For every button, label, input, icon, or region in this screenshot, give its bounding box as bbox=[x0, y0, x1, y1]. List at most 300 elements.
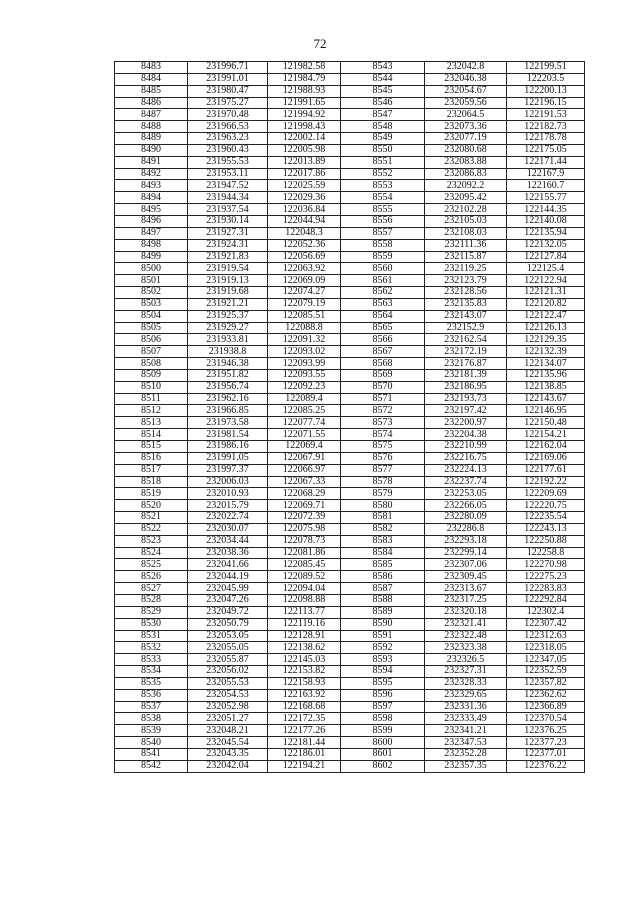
x-coordinate-left: 231933.81 bbox=[188, 334, 268, 346]
x-coordinate-left: 232038.36 bbox=[188, 547, 268, 559]
x-coordinate-right: 232042.8 bbox=[425, 62, 507, 74]
y-coordinate-left: 122089.4 bbox=[268, 393, 341, 405]
x-coordinate-left: 231921.83 bbox=[188, 251, 268, 263]
x-coordinate-right: 232046.38 bbox=[425, 73, 507, 85]
point-number-left: 8534 bbox=[115, 666, 188, 678]
y-coordinate-right: 122377.01 bbox=[507, 748, 585, 760]
y-coordinate-right: 122292.84 bbox=[507, 594, 585, 606]
point-number-left: 8519 bbox=[115, 488, 188, 500]
y-coordinate-left: 122094.04 bbox=[268, 583, 341, 595]
x-coordinate-right: 232077.19 bbox=[425, 133, 507, 145]
y-coordinate-right: 122199.51 bbox=[507, 62, 585, 74]
x-coordinate-right: 232092.2 bbox=[425, 180, 507, 192]
x-coordinate-left: 231962.16 bbox=[188, 393, 268, 405]
x-coordinate-left: 231981.54 bbox=[188, 429, 268, 441]
table-row bbox=[115, 429, 585, 441]
x-coordinate-right: 232086.83 bbox=[425, 168, 507, 180]
y-coordinate-left: 122044.94 bbox=[268, 215, 341, 227]
point-number-left: 8521 bbox=[115, 512, 188, 524]
y-coordinate-right: 122283.83 bbox=[507, 583, 585, 595]
y-coordinate-left: 122067.33 bbox=[268, 476, 341, 488]
table-row bbox=[115, 583, 585, 595]
point-number-right: 8573 bbox=[341, 417, 425, 429]
point-number-right: 8589 bbox=[341, 606, 425, 618]
table-row bbox=[115, 535, 585, 547]
point-number-right: 8590 bbox=[341, 618, 425, 630]
point-number-right: 8566 bbox=[341, 334, 425, 346]
y-coordinate-left: 122078.73 bbox=[268, 535, 341, 547]
x-coordinate-left: 232006.03 bbox=[188, 476, 268, 488]
point-number-left: 8490 bbox=[115, 144, 188, 156]
x-coordinate-left: 231937.54 bbox=[188, 204, 268, 216]
x-coordinate-right: 232280.09 bbox=[425, 512, 507, 524]
point-number-right: 8575 bbox=[341, 441, 425, 453]
point-number-right: 8595 bbox=[341, 677, 425, 689]
table-row bbox=[115, 666, 585, 678]
x-coordinate-right: 232327.31 bbox=[425, 666, 507, 678]
point-number-right: 8583 bbox=[341, 535, 425, 547]
x-coordinate-right: 232313.67 bbox=[425, 583, 507, 595]
x-coordinate-right: 232299.14 bbox=[425, 547, 507, 559]
x-coordinate-left: 232022.74 bbox=[188, 512, 268, 524]
point-number-right: 8560 bbox=[341, 263, 425, 275]
table-row bbox=[115, 346, 585, 358]
y-coordinate-left: 122079.19 bbox=[268, 298, 341, 310]
x-coordinate-left: 232055.05 bbox=[188, 642, 268, 654]
table-row bbox=[115, 547, 585, 559]
table-row bbox=[115, 192, 585, 204]
x-coordinate-left: 231975.27 bbox=[188, 97, 268, 109]
x-coordinate-right: 232108.03 bbox=[425, 227, 507, 239]
x-coordinate-left: 231944.34 bbox=[188, 192, 268, 204]
y-coordinate-left: 122092.23 bbox=[268, 381, 341, 393]
x-coordinate-right: 232143.07 bbox=[425, 310, 507, 322]
x-coordinate-left: 231925.37 bbox=[188, 310, 268, 322]
y-coordinate-right: 122155.77 bbox=[507, 192, 585, 204]
x-coordinate-left: 231955.53 bbox=[188, 156, 268, 168]
x-coordinate-right: 232073.36 bbox=[425, 121, 507, 133]
point-number-right: 8565 bbox=[341, 322, 425, 334]
table-row bbox=[115, 737, 585, 749]
point-number-right: 8602 bbox=[341, 760, 425, 772]
page-number: 72 bbox=[313, 36, 327, 51]
point-number-right: 8584 bbox=[341, 547, 425, 559]
y-coordinate-left: 122069.09 bbox=[268, 275, 341, 287]
point-number-left: 8540 bbox=[115, 737, 188, 749]
x-coordinate-right: 232193.73 bbox=[425, 393, 507, 405]
table-row bbox=[115, 251, 585, 263]
x-coordinate-right: 232210.99 bbox=[425, 441, 507, 453]
x-coordinate-left: 231947.52 bbox=[188, 180, 268, 192]
table-row bbox=[115, 417, 585, 429]
y-coordinate-left: 122056.69 bbox=[268, 251, 341, 263]
x-coordinate-right: 232176.87 bbox=[425, 358, 507, 370]
table-row bbox=[115, 215, 585, 227]
y-coordinate-right: 122127.84 bbox=[507, 251, 585, 263]
table-row bbox=[115, 594, 585, 606]
y-coordinate-right: 122132.39 bbox=[507, 346, 585, 358]
point-number-left: 8504 bbox=[115, 310, 188, 322]
x-coordinate-left: 231930.14 bbox=[188, 215, 268, 227]
point-number-left: 8530 bbox=[115, 618, 188, 630]
y-coordinate-right: 122150.48 bbox=[507, 417, 585, 429]
point-number-right: 8582 bbox=[341, 523, 425, 535]
point-number-right: 8557 bbox=[341, 227, 425, 239]
point-number-right: 8600 bbox=[341, 737, 425, 749]
y-coordinate-right: 122352.59 bbox=[507, 666, 585, 678]
y-coordinate-right: 122200.13 bbox=[507, 85, 585, 97]
x-coordinate-right: 232119.25 bbox=[425, 263, 507, 275]
x-coordinate-right: 232197.42 bbox=[425, 405, 507, 417]
x-coordinate-right: 232317.25 bbox=[425, 594, 507, 606]
y-coordinate-right: 122370.54 bbox=[507, 713, 585, 725]
x-coordinate-left: 232041.66 bbox=[188, 559, 268, 571]
y-coordinate-right: 122129.35 bbox=[507, 334, 585, 346]
y-coordinate-left: 122067.91 bbox=[268, 452, 341, 464]
x-coordinate-left: 232049.72 bbox=[188, 606, 268, 618]
table-row bbox=[115, 109, 585, 121]
x-coordinate-right: 232326.5 bbox=[425, 654, 507, 666]
point-number-right: 8580 bbox=[341, 500, 425, 512]
y-coordinate-left: 122068.29 bbox=[268, 488, 341, 500]
point-number-left: 8523 bbox=[115, 535, 188, 547]
point-number-left: 8527 bbox=[115, 583, 188, 595]
x-coordinate-right: 232083.88 bbox=[425, 156, 507, 168]
point-number-right: 8559 bbox=[341, 251, 425, 263]
table-row bbox=[115, 476, 585, 488]
y-coordinate-left: 122075.98 bbox=[268, 523, 341, 535]
coordinates-table-body bbox=[115, 62, 585, 773]
x-coordinate-left: 231996.71 bbox=[188, 62, 268, 74]
table-row bbox=[115, 618, 585, 630]
y-coordinate-right: 122312.63 bbox=[507, 630, 585, 642]
y-coordinate-left: 122119.16 bbox=[268, 618, 341, 630]
x-coordinate-right: 232186.95 bbox=[425, 381, 507, 393]
y-coordinate-left: 122093.99 bbox=[268, 358, 341, 370]
x-coordinate-right: 232200.97 bbox=[425, 417, 507, 429]
point-number-right: 8569 bbox=[341, 369, 425, 381]
x-coordinate-left: 231919.13 bbox=[188, 275, 268, 287]
point-number-right: 8588 bbox=[341, 594, 425, 606]
table-row bbox=[115, 121, 585, 133]
point-number-right: 8594 bbox=[341, 666, 425, 678]
x-coordinate-right: 232204.38 bbox=[425, 429, 507, 441]
x-coordinate-right: 232341.21 bbox=[425, 725, 507, 737]
x-coordinate-left: 232053.05 bbox=[188, 630, 268, 642]
point-number-left: 8528 bbox=[115, 594, 188, 606]
x-coordinate-left: 231953.11 bbox=[188, 168, 268, 180]
table-row bbox=[115, 630, 585, 642]
point-number-right: 8593 bbox=[341, 654, 425, 666]
point-number-right: 8564 bbox=[341, 310, 425, 322]
y-coordinate-left: 122069.4 bbox=[268, 441, 341, 453]
y-coordinate-left: 121988.93 bbox=[268, 85, 341, 97]
x-coordinate-right: 232172.19 bbox=[425, 346, 507, 358]
point-number-left: 8500 bbox=[115, 263, 188, 275]
table-row bbox=[115, 689, 585, 701]
y-coordinate-left: 122113.77 bbox=[268, 606, 341, 618]
y-coordinate-right: 122376.25 bbox=[507, 725, 585, 737]
y-coordinate-left: 122089.52 bbox=[268, 571, 341, 583]
point-number-left: 8503 bbox=[115, 298, 188, 310]
point-number-right: 8550 bbox=[341, 144, 425, 156]
y-coordinate-right: 122366.89 bbox=[507, 701, 585, 713]
x-coordinate-left: 231980.47 bbox=[188, 85, 268, 97]
x-coordinate-right: 232323.38 bbox=[425, 642, 507, 654]
point-number-right: 8551 bbox=[341, 156, 425, 168]
point-number-left: 8516 bbox=[115, 452, 188, 464]
point-number-left: 8512 bbox=[115, 405, 188, 417]
point-number-left: 8525 bbox=[115, 559, 188, 571]
table-row bbox=[115, 452, 585, 464]
table-row bbox=[115, 748, 585, 760]
x-coordinate-right: 232128.56 bbox=[425, 287, 507, 299]
y-coordinate-right: 122220.75 bbox=[507, 500, 585, 512]
x-coordinate-right: 232135.83 bbox=[425, 298, 507, 310]
table-row bbox=[115, 441, 585, 453]
x-coordinate-right: 232054.67 bbox=[425, 85, 507, 97]
y-coordinate-right: 122132.05 bbox=[507, 239, 585, 251]
y-coordinate-left: 121984.79 bbox=[268, 73, 341, 85]
point-number-left: 8497 bbox=[115, 227, 188, 239]
x-coordinate-left: 231919.68 bbox=[188, 287, 268, 299]
table-row bbox=[115, 654, 585, 666]
point-number-left: 8513 bbox=[115, 417, 188, 429]
x-coordinate-left: 231991.01 bbox=[188, 73, 268, 85]
y-coordinate-left: 122085.45 bbox=[268, 559, 341, 571]
x-coordinate-right: 232333.49 bbox=[425, 713, 507, 725]
table-row bbox=[115, 571, 585, 583]
y-coordinate-right: 122160.7 bbox=[507, 180, 585, 192]
y-coordinate-right: 122302.4 bbox=[507, 606, 585, 618]
point-number-right: 8581 bbox=[341, 512, 425, 524]
point-number-right: 8563 bbox=[341, 298, 425, 310]
y-coordinate-right: 122138.85 bbox=[507, 381, 585, 393]
table-row bbox=[115, 287, 585, 299]
y-coordinate-right: 122318.05 bbox=[507, 642, 585, 654]
x-coordinate-right: 232328.33 bbox=[425, 677, 507, 689]
point-number-left: 8520 bbox=[115, 500, 188, 512]
table-row bbox=[115, 322, 585, 334]
point-number-left: 8529 bbox=[115, 606, 188, 618]
y-coordinate-left: 122091.32 bbox=[268, 334, 341, 346]
point-number-right: 8555 bbox=[341, 204, 425, 216]
y-coordinate-left: 122017.86 bbox=[268, 168, 341, 180]
x-coordinate-right: 232162.54 bbox=[425, 334, 507, 346]
point-number-right: 8558 bbox=[341, 239, 425, 251]
x-coordinate-left: 231997.37 bbox=[188, 464, 268, 476]
point-number-left: 8541 bbox=[115, 748, 188, 760]
point-number-right: 8587 bbox=[341, 583, 425, 595]
y-coordinate-left: 122071.55 bbox=[268, 429, 341, 441]
point-number-right: 8586 bbox=[341, 571, 425, 583]
y-coordinate-left: 122002.14 bbox=[268, 133, 341, 145]
point-number-right: 8543 bbox=[341, 62, 425, 74]
point-number-left: 8524 bbox=[115, 547, 188, 559]
table-row bbox=[115, 488, 585, 500]
point-number-left: 8511 bbox=[115, 393, 188, 405]
y-coordinate-left: 122194.21 bbox=[268, 760, 341, 772]
point-number-left: 8531 bbox=[115, 630, 188, 642]
point-number-right: 8601 bbox=[341, 748, 425, 760]
table-row bbox=[115, 464, 585, 476]
table-row bbox=[115, 298, 585, 310]
y-coordinate-left: 122128.91 bbox=[268, 630, 341, 642]
x-coordinate-left: 232051.27 bbox=[188, 713, 268, 725]
y-coordinate-left: 122093.55 bbox=[268, 369, 341, 381]
table-row bbox=[115, 677, 585, 689]
point-number-left: 8532 bbox=[115, 642, 188, 654]
x-coordinate-left: 231921.21 bbox=[188, 298, 268, 310]
y-coordinate-right: 122270.98 bbox=[507, 559, 585, 571]
y-coordinate-left: 122181.44 bbox=[268, 737, 341, 749]
y-coordinate-right: 122178.78 bbox=[507, 133, 585, 145]
point-number-right: 8574 bbox=[341, 429, 425, 441]
point-number-right: 8597 bbox=[341, 701, 425, 713]
y-coordinate-left: 122048.3 bbox=[268, 227, 341, 239]
coordinates-table bbox=[114, 61, 585, 773]
y-coordinate-left: 122013.89 bbox=[268, 156, 341, 168]
x-coordinate-left: 232055.87 bbox=[188, 654, 268, 666]
y-coordinate-right: 122191.53 bbox=[507, 109, 585, 121]
y-coordinate-right: 122167.9 bbox=[507, 168, 585, 180]
point-number-left: 8535 bbox=[115, 677, 188, 689]
x-coordinate-right: 232152.9 bbox=[425, 322, 507, 334]
x-coordinate-left: 231938.8 bbox=[188, 346, 268, 358]
table-row bbox=[115, 133, 585, 145]
x-coordinate-right: 232064.5 bbox=[425, 109, 507, 121]
x-coordinate-right: 232331.36 bbox=[425, 701, 507, 713]
y-coordinate-left: 122085.51 bbox=[268, 310, 341, 322]
y-coordinate-left: 122066.97 bbox=[268, 464, 341, 476]
point-number-left: 8509 bbox=[115, 369, 188, 381]
y-coordinate-right: 122122.94 bbox=[507, 275, 585, 287]
x-coordinate-right: 232322.48 bbox=[425, 630, 507, 642]
y-coordinate-right: 122171.44 bbox=[507, 156, 585, 168]
point-number-right: 8577 bbox=[341, 464, 425, 476]
x-coordinate-left: 231960.43 bbox=[188, 144, 268, 156]
y-coordinate-left: 122036.84 bbox=[268, 204, 341, 216]
y-coordinate-right: 122175.05 bbox=[507, 144, 585, 156]
y-coordinate-left: 121998.43 bbox=[268, 121, 341, 133]
y-coordinate-right: 122182.73 bbox=[507, 121, 585, 133]
x-coordinate-right: 232347.53 bbox=[425, 737, 507, 749]
x-coordinate-left: 232056.02 bbox=[188, 666, 268, 678]
table-row bbox=[115, 606, 585, 618]
x-coordinate-left: 231956.74 bbox=[188, 381, 268, 393]
x-coordinate-right: 232095.42 bbox=[425, 192, 507, 204]
x-coordinate-left: 231946.38 bbox=[188, 358, 268, 370]
y-coordinate-left: 122158.93 bbox=[268, 677, 341, 689]
point-number-left: 8542 bbox=[115, 760, 188, 772]
point-number-right: 8599 bbox=[341, 725, 425, 737]
y-coordinate-left: 122074.27 bbox=[268, 287, 341, 299]
point-number-left: 8489 bbox=[115, 133, 188, 145]
table-row bbox=[115, 85, 585, 97]
table-row bbox=[115, 701, 585, 713]
point-number-right: 8556 bbox=[341, 215, 425, 227]
point-number-left: 8496 bbox=[115, 215, 188, 227]
x-coordinate-left: 231929.27 bbox=[188, 322, 268, 334]
y-coordinate-left: 122029.36 bbox=[268, 192, 341, 204]
point-number-right: 8546 bbox=[341, 97, 425, 109]
point-number-right: 8570 bbox=[341, 381, 425, 393]
x-coordinate-left: 231927.31 bbox=[188, 227, 268, 239]
y-coordinate-right: 122203.5 bbox=[507, 73, 585, 85]
x-coordinate-left: 232052.98 bbox=[188, 701, 268, 713]
y-coordinate-left: 122063.92 bbox=[268, 263, 341, 275]
point-number-right: 8545 bbox=[341, 85, 425, 97]
point-number-right: 8561 bbox=[341, 275, 425, 287]
x-coordinate-left: 231986.16 bbox=[188, 441, 268, 453]
y-coordinate-left: 122163.92 bbox=[268, 689, 341, 701]
x-coordinate-left: 232010.93 bbox=[188, 488, 268, 500]
y-coordinate-left: 122145.03 bbox=[268, 654, 341, 666]
y-coordinate-left: 122153.82 bbox=[268, 666, 341, 678]
x-coordinate-left: 232034.44 bbox=[188, 535, 268, 547]
point-number-left: 8508 bbox=[115, 358, 188, 370]
x-coordinate-left: 232030.07 bbox=[188, 523, 268, 535]
table-row bbox=[115, 97, 585, 109]
y-coordinate-right: 122143.67 bbox=[507, 393, 585, 405]
table-row bbox=[115, 393, 585, 405]
table-row bbox=[115, 405, 585, 417]
point-number-left: 8507 bbox=[115, 346, 188, 358]
x-coordinate-left: 232048.21 bbox=[188, 725, 268, 737]
table-row bbox=[115, 559, 585, 571]
point-number-right: 8578 bbox=[341, 476, 425, 488]
y-coordinate-left: 122072.39 bbox=[268, 512, 341, 524]
x-coordinate-right: 232080.68 bbox=[425, 144, 507, 156]
table-row bbox=[115, 239, 585, 251]
x-coordinate-left: 231966.53 bbox=[188, 121, 268, 133]
point-number-left: 8506 bbox=[115, 334, 188, 346]
y-coordinate-left: 122138.62 bbox=[268, 642, 341, 654]
point-number-left: 8493 bbox=[115, 180, 188, 192]
y-coordinate-left: 121982.58 bbox=[268, 62, 341, 74]
point-number-left: 8502 bbox=[115, 287, 188, 299]
table-row bbox=[115, 275, 585, 287]
table-row bbox=[115, 381, 585, 393]
table-row bbox=[115, 73, 585, 85]
point-number-left: 8526 bbox=[115, 571, 188, 583]
x-coordinate-left: 232043.35 bbox=[188, 748, 268, 760]
y-coordinate-left: 121994.92 bbox=[268, 109, 341, 121]
point-number-right: 8572 bbox=[341, 405, 425, 417]
x-coordinate-left: 232042.04 bbox=[188, 760, 268, 772]
x-coordinate-left: 232050.79 bbox=[188, 618, 268, 630]
y-coordinate-left: 122186.01 bbox=[268, 748, 341, 760]
y-coordinate-right: 122243.13 bbox=[507, 523, 585, 535]
y-coordinate-right: 122275.23 bbox=[507, 571, 585, 583]
x-coordinate-left: 231919.54 bbox=[188, 263, 268, 275]
point-number-left: 8483 bbox=[115, 62, 188, 74]
y-coordinate-right: 122177.61 bbox=[507, 464, 585, 476]
point-number-right: 8596 bbox=[341, 689, 425, 701]
point-number-right: 8571 bbox=[341, 393, 425, 405]
point-number-left: 8486 bbox=[115, 97, 188, 109]
point-number-right: 8579 bbox=[341, 488, 425, 500]
x-coordinate-left: 232054.53 bbox=[188, 689, 268, 701]
point-number-left: 8536 bbox=[115, 689, 188, 701]
y-coordinate-right: 122209.69 bbox=[507, 488, 585, 500]
x-coordinate-right: 232216.75 bbox=[425, 452, 507, 464]
x-coordinate-left: 232045.54 bbox=[188, 737, 268, 749]
x-coordinate-right: 232115.87 bbox=[425, 251, 507, 263]
point-number-left: 8495 bbox=[115, 204, 188, 216]
point-number-right: 8552 bbox=[341, 168, 425, 180]
x-coordinate-right: 232111.36 bbox=[425, 239, 507, 251]
